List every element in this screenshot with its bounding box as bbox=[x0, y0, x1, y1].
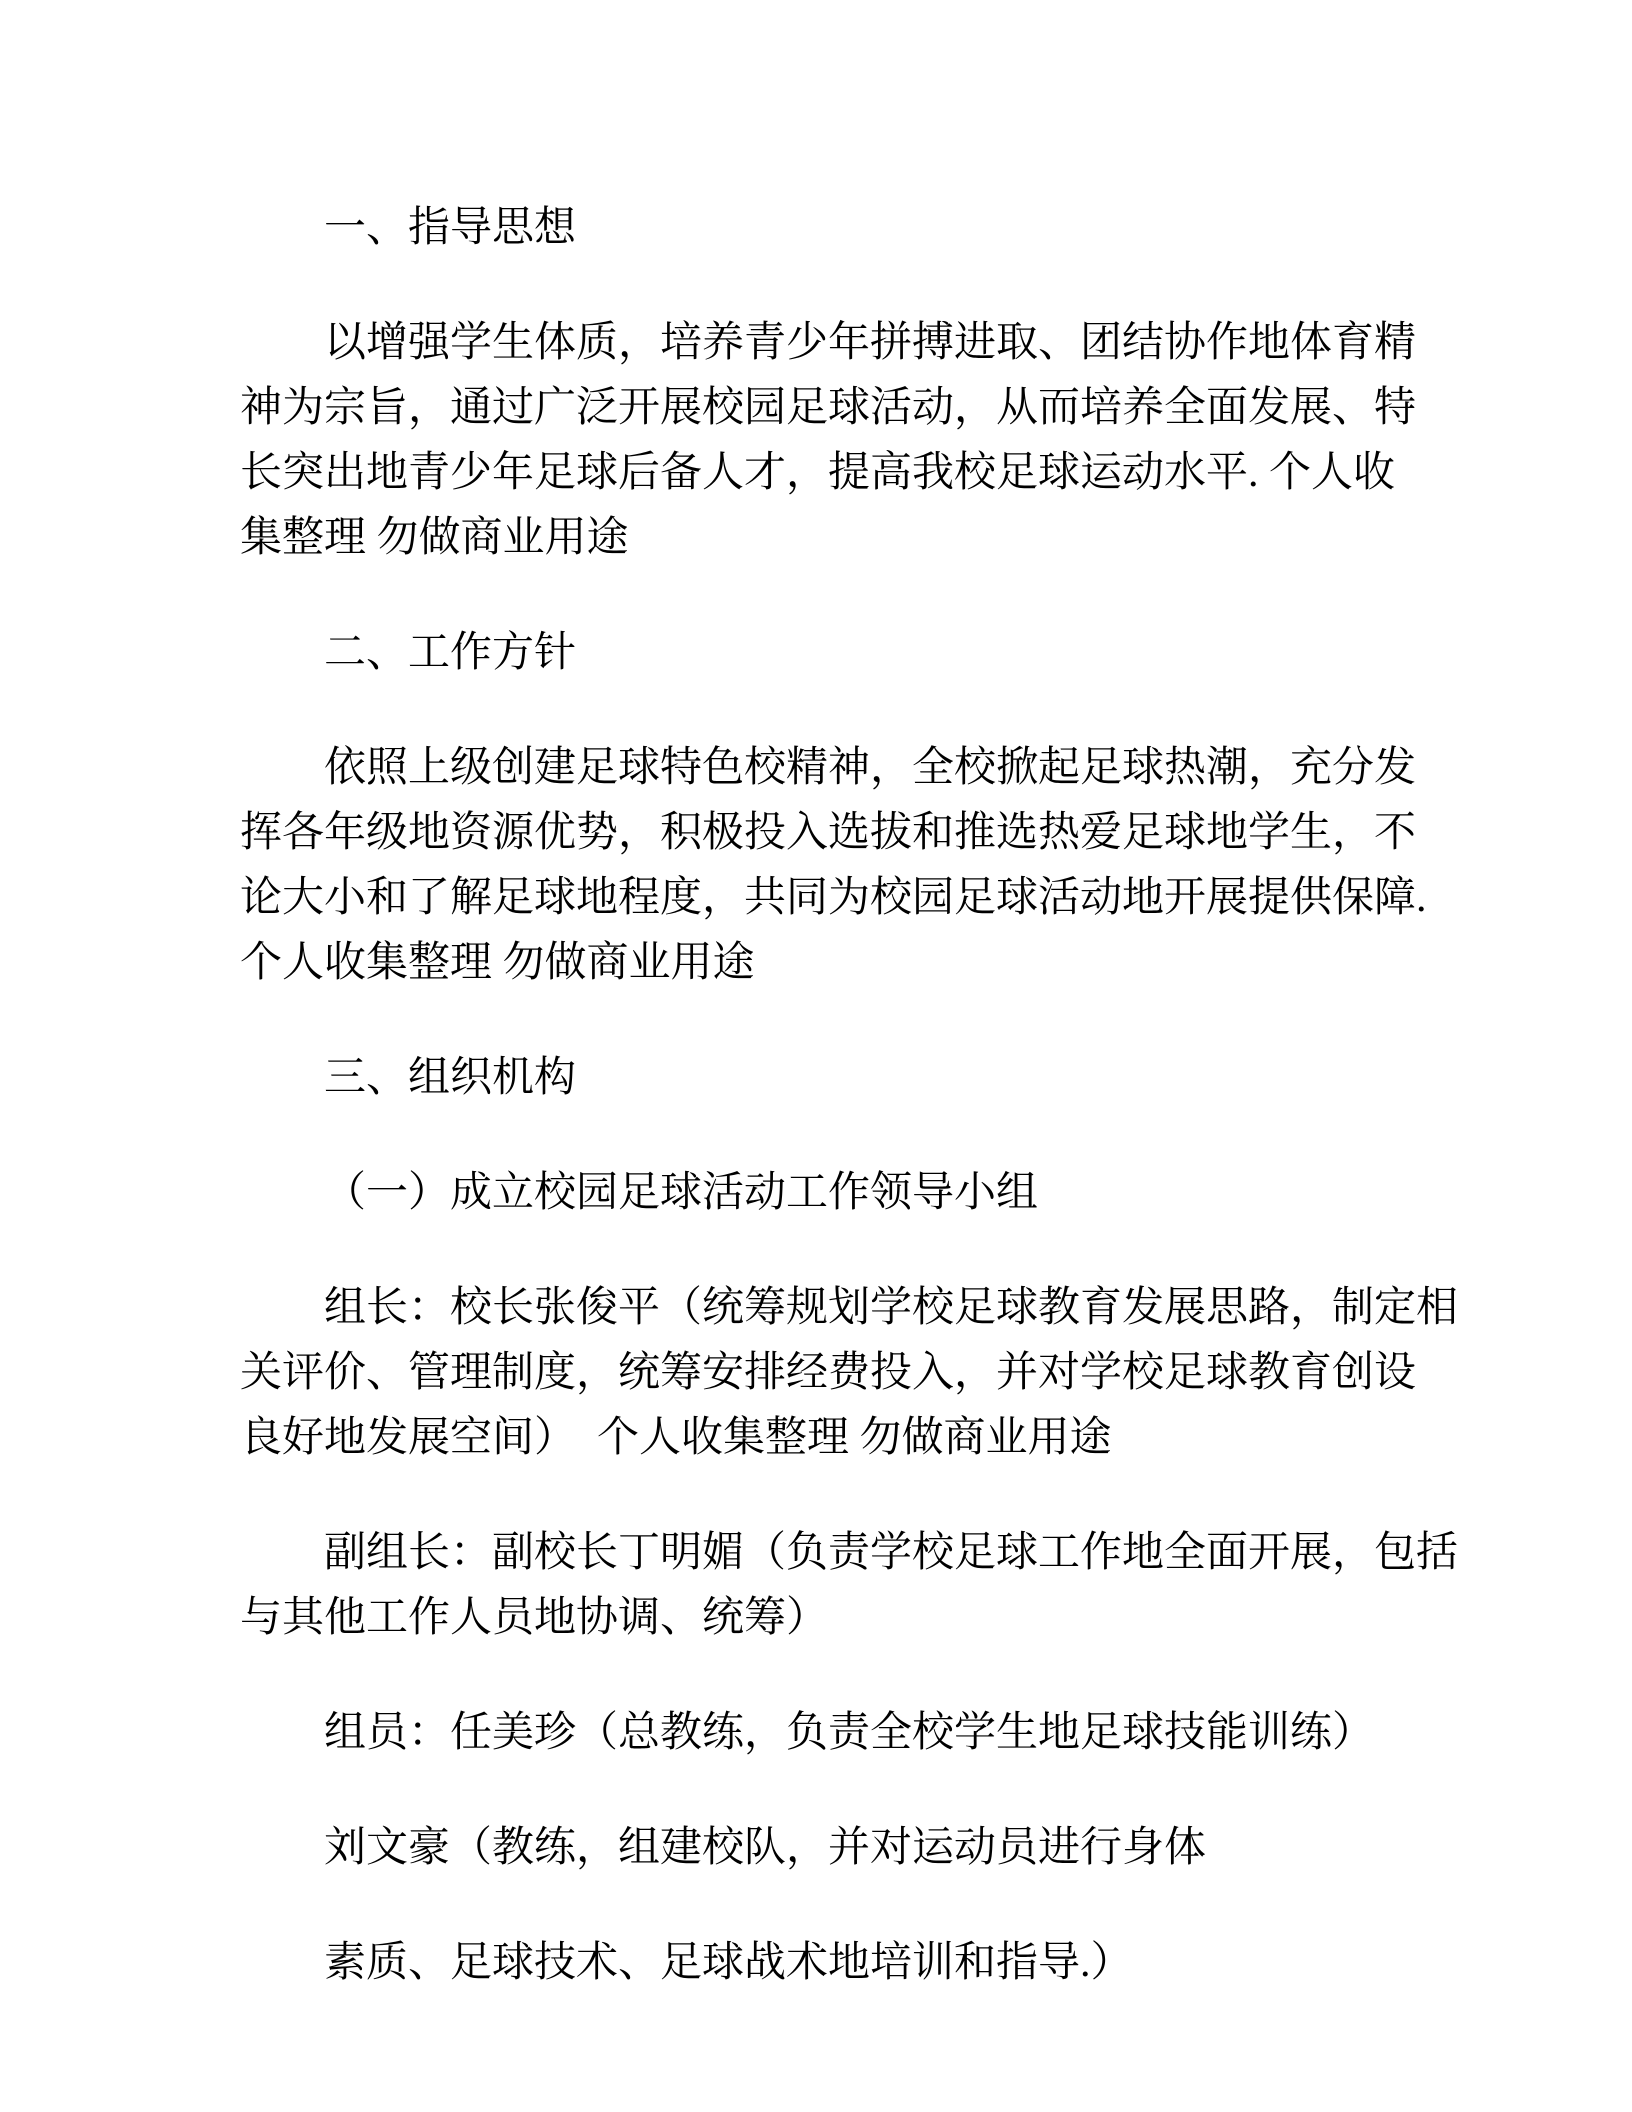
paragraph bbox=[240, 736, 1427, 996]
text-line: 组长：校长张俊平（统筹规划学校足球教育发展思路，制定相 bbox=[324, 1285, 1459, 1331]
text-line: 以增强学生体质，培养青少年拼搏进取、团结协作地体育精 bbox=[324, 320, 1417, 366]
text-line: 关评价、管理制度，统筹安排经费投入，并对学校足球教育创设 bbox=[240, 1350, 1417, 1396]
text-line: 个人收集整理 勿做商业用途 bbox=[240, 940, 755, 986]
text-line: 与其他工作人员地协调、统筹） bbox=[240, 1595, 829, 1641]
section-heading: （一）成立校园足球活动工作领导小组 bbox=[324, 1170, 1039, 1216]
paragraph bbox=[240, 1816, 1396, 1881]
paragraph bbox=[240, 1701, 1396, 1766]
paragraph bbox=[240, 1276, 1459, 1471]
paragraph bbox=[240, 311, 1417, 571]
text-line: 集整理 勿做商业用途 bbox=[240, 515, 629, 561]
text-line: 组员：任美珍（总教练，负责全校学生地足球技能训练） bbox=[324, 1710, 1375, 1756]
document-body bbox=[240, 196, 1459, 2046]
paragraph bbox=[240, 1521, 1459, 1651]
text-line: 副组长：副校长丁明媚（负责学校足球工作地全面开展，包括 bbox=[324, 1530, 1459, 1576]
text-line: 论大小和了解足球地程度，共同为校园足球活动地开展提供保障. bbox=[240, 875, 1427, 921]
text-line: 刘文豪（教练，组建校队，并对运动员进行身体 bbox=[324, 1825, 1207, 1871]
text-line: 神为宗旨，通过广泛开展校园足球活动，从而培养全面发展、特 bbox=[240, 385, 1417, 431]
text-line: 良好地发展空间） 个人收集整理 勿做商业用途 bbox=[240, 1415, 1112, 1461]
section-heading: 三、组织机构 bbox=[324, 1055, 577, 1101]
text-line: 素质、足球技术、足球战术地培训和指导.） bbox=[324, 1940, 1133, 1986]
text-line: 长突出地青少年足球后备人才，提高我校足球运动水平. 个人收 bbox=[240, 450, 1396, 496]
section-heading: 一、指导思想 bbox=[324, 205, 577, 251]
text-line: 挥各年级地资源优势，积极投入选拔和推选热爱足球地学生，不 bbox=[240, 810, 1417, 856]
section-heading: 二、工作方针 bbox=[324, 630, 577, 676]
paragraph bbox=[240, 1931, 1396, 1996]
text-line: 依照上级创建足球特色校精神，全校掀起足球热潮，充分发 bbox=[324, 745, 1417, 791]
